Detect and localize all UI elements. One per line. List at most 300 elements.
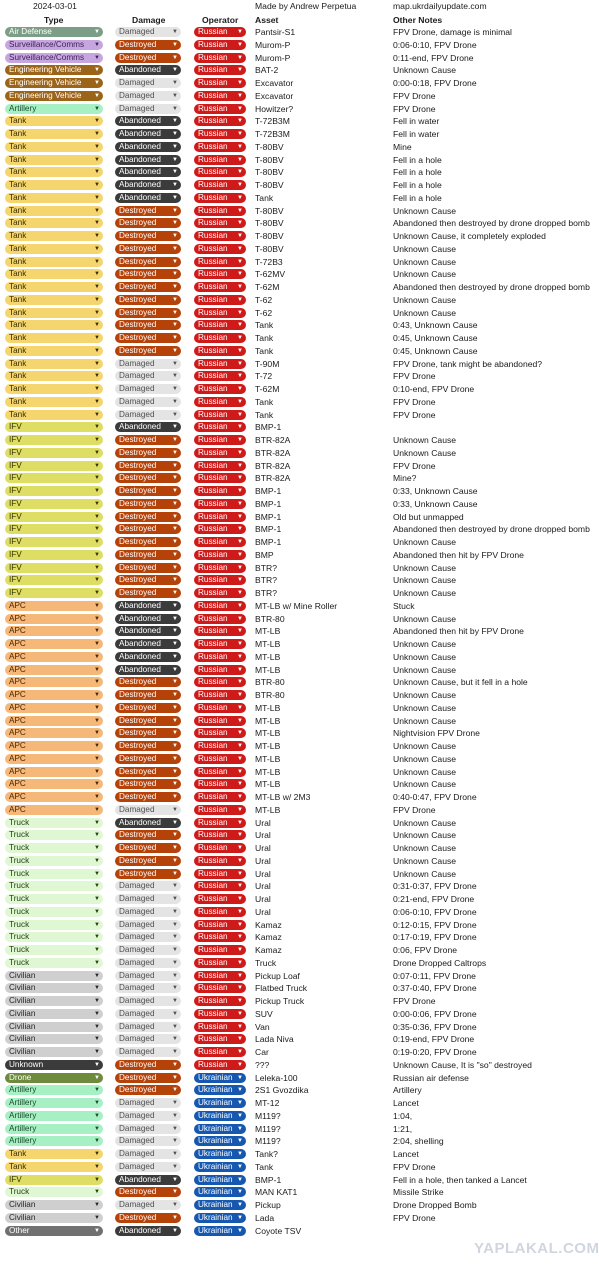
operator-dropdown[interactable] xyxy=(194,167,246,177)
operator-dropdown[interactable] xyxy=(194,91,246,101)
type-dropdown[interactable] xyxy=(5,601,103,611)
damage-dropdown[interactable] xyxy=(115,65,181,75)
damage-dropdown[interactable] xyxy=(115,308,181,318)
damage-dropdown[interactable] xyxy=(115,27,181,37)
operator-dropdown[interactable] xyxy=(194,677,246,687)
damage-dropdown[interactable] xyxy=(115,1060,181,1070)
damage-dropdown[interactable] xyxy=(115,244,181,254)
type-dropdown[interactable] xyxy=(5,40,103,50)
type-dropdown[interactable] xyxy=(5,945,103,955)
damage-dropdown[interactable] xyxy=(115,1009,181,1019)
type-dropdown[interactable] xyxy=(5,282,103,292)
operator-dropdown[interactable] xyxy=(194,129,246,139)
table-row xyxy=(0,319,584,332)
damage-dropdown[interactable] xyxy=(115,1149,181,1159)
operator-dropdown[interactable] xyxy=(194,116,246,126)
type-dropdown[interactable] xyxy=(5,626,103,636)
type-dropdown[interactable] xyxy=(5,1162,103,1172)
damage-dropdown[interactable] xyxy=(115,690,181,700)
operator-dropdown[interactable] xyxy=(194,1175,246,1185)
operator-dropdown[interactable] xyxy=(194,1111,246,1121)
type-dropdown[interactable] xyxy=(5,1022,103,1032)
damage-dropdown[interactable] xyxy=(115,792,181,802)
type-dropdown-label: IFV xyxy=(9,422,22,432)
type-dropdown[interactable] xyxy=(5,779,103,789)
operator-dropdown[interactable] xyxy=(194,104,246,114)
type-dropdown[interactable] xyxy=(5,435,103,445)
operator-dropdown[interactable] xyxy=(194,907,246,917)
type-dropdown[interactable] xyxy=(5,1034,103,1044)
type-dropdown[interactable] xyxy=(5,308,103,318)
type-dropdown[interactable] xyxy=(5,499,103,509)
type-dropdown[interactable] xyxy=(5,907,103,917)
type-dropdown[interactable] xyxy=(5,1073,103,1083)
type-dropdown[interactable] xyxy=(5,575,103,585)
type-dropdown[interactable] xyxy=(5,856,103,866)
damage-dropdown[interactable] xyxy=(115,499,181,509)
operator-dropdown[interactable] xyxy=(194,180,246,190)
operator-dropdown[interactable] xyxy=(194,1073,246,1083)
damage-dropdown[interactable] xyxy=(115,843,181,853)
operator-dropdown[interactable] xyxy=(194,1187,246,1197)
operator-dropdown[interactable] xyxy=(194,996,246,1006)
type-dropdown[interactable] xyxy=(5,1085,103,1095)
type-dropdown[interactable] xyxy=(5,461,103,471)
type-dropdown[interactable] xyxy=(5,958,103,968)
damage-dropdown[interactable] xyxy=(115,180,181,190)
type-dropdown[interactable] xyxy=(5,104,103,114)
operator-dropdown[interactable] xyxy=(194,320,246,330)
operator-dropdown[interactable] xyxy=(194,626,246,636)
damage-dropdown[interactable] xyxy=(115,575,181,585)
operator-dropdown[interactable] xyxy=(194,1124,246,1134)
operator-dropdown[interactable] xyxy=(194,767,246,777)
damage-dropdown[interactable] xyxy=(115,1073,181,1083)
type-dropdown[interactable] xyxy=(5,167,103,177)
damage-dropdown[interactable] xyxy=(115,1085,181,1095)
type-dropdown[interactable] xyxy=(5,971,103,981)
damage-dropdown[interactable] xyxy=(115,614,181,624)
type-dropdown[interactable] xyxy=(5,1124,103,1134)
operator-dropdown[interactable] xyxy=(194,601,246,611)
operator-dropdown[interactable] xyxy=(194,1136,246,1146)
operator-dropdown[interactable] xyxy=(194,410,246,420)
operator-dropdown[interactable] xyxy=(194,1200,246,1210)
type-dropdown[interactable] xyxy=(5,422,103,432)
type-dropdown[interactable] xyxy=(5,588,103,598)
type-dropdown[interactable] xyxy=(5,155,103,165)
damage-dropdown[interactable] xyxy=(115,983,181,993)
type-dropdown-label: Tank xyxy=(9,371,27,381)
type-dropdown[interactable] xyxy=(5,996,103,1006)
operator-dropdown[interactable] xyxy=(194,1060,246,1070)
operator-dropdown[interactable] xyxy=(194,588,246,598)
type-dropdown[interactable] xyxy=(5,295,103,305)
type-dropdown[interactable] xyxy=(5,677,103,687)
asset-cell: MT-LB xyxy=(255,664,281,675)
damage-dropdown[interactable] xyxy=(115,78,181,88)
operator-dropdown[interactable] xyxy=(194,958,246,968)
type-dropdown[interactable] xyxy=(5,754,103,764)
operator-dropdown[interactable] xyxy=(194,269,246,279)
operator-dropdown[interactable] xyxy=(194,639,246,649)
type-dropdown[interactable] xyxy=(5,894,103,904)
operator-dropdown[interactable] xyxy=(194,448,246,458)
damage-dropdown[interactable] xyxy=(115,830,181,840)
type-dropdown[interactable] xyxy=(5,486,103,496)
damage-dropdown[interactable] xyxy=(115,486,181,496)
type-dropdown[interactable] xyxy=(5,269,103,279)
damage-dropdown[interactable] xyxy=(115,320,181,330)
damage-dropdown[interactable] xyxy=(115,728,181,738)
operator-dropdown[interactable] xyxy=(194,257,246,267)
type-dropdown[interactable] xyxy=(5,142,103,152)
damage-dropdown[interactable] xyxy=(115,856,181,866)
damage-dropdown[interactable] xyxy=(115,741,181,751)
type-dropdown[interactable] xyxy=(5,1047,103,1057)
operator-dropdown[interactable] xyxy=(194,524,246,534)
operator-dropdown[interactable] xyxy=(194,1162,246,1172)
operator-dropdown[interactable] xyxy=(194,499,246,509)
operator-dropdown[interactable] xyxy=(194,894,246,904)
damage-dropdown[interactable] xyxy=(115,920,181,930)
damage-dropdown[interactable] xyxy=(115,155,181,165)
operator-dropdown[interactable] xyxy=(194,282,246,292)
type-dropdown[interactable] xyxy=(5,116,103,126)
type-dropdown[interactable] xyxy=(5,257,103,267)
damage-dropdown[interactable] xyxy=(115,588,181,598)
operator-dropdown[interactable] xyxy=(194,741,246,751)
type-dropdown[interactable] xyxy=(5,614,103,624)
type-dropdown[interactable] xyxy=(5,218,103,228)
damage-dropdown[interactable] xyxy=(115,333,181,343)
notes-cell: 2:04, shelling xyxy=(393,1136,444,1147)
type-dropdown[interactable] xyxy=(5,881,103,891)
damage-dropdown[interactable] xyxy=(115,677,181,687)
operator-dropdown[interactable] xyxy=(194,244,246,254)
operator-dropdown[interactable] xyxy=(194,1022,246,1032)
damage-dropdown[interactable] xyxy=(115,91,181,101)
damage-dropdown[interactable] xyxy=(115,410,181,420)
operator-dropdown[interactable] xyxy=(194,206,246,216)
damage-dropdown[interactable] xyxy=(115,703,181,713)
damage-dropdown[interactable] xyxy=(115,1034,181,1044)
table-row xyxy=(0,128,584,141)
damage-dropdown[interactable] xyxy=(115,295,181,305)
damage-dropdown[interactable] xyxy=(115,652,181,662)
type-dropdown[interactable] xyxy=(5,78,103,88)
damage-dropdown[interactable] xyxy=(115,881,181,891)
operator-dropdown[interactable] xyxy=(194,40,246,50)
operator-dropdown[interactable] xyxy=(194,728,246,738)
operator-dropdown[interactable] xyxy=(194,384,246,394)
operator-dropdown[interactable] xyxy=(194,881,246,891)
operator-dropdown[interactable] xyxy=(194,614,246,624)
operator-dropdown[interactable] xyxy=(194,193,246,203)
operator-dropdown[interactable] xyxy=(194,869,246,879)
type-dropdown[interactable] xyxy=(5,932,103,942)
operator-dropdown[interactable] xyxy=(194,461,246,471)
type-dropdown[interactable] xyxy=(5,27,103,37)
type-dropdown[interactable] xyxy=(5,1098,103,1108)
damage-dropdown[interactable] xyxy=(115,563,181,573)
type-dropdown[interactable] xyxy=(5,1175,103,1185)
type-dropdown[interactable] xyxy=(5,563,103,573)
damage-dropdown[interactable] xyxy=(115,1187,181,1197)
damage-dropdown[interactable] xyxy=(115,550,181,560)
operator-dropdown[interactable] xyxy=(194,983,246,993)
operator-dropdown-label: Russian xyxy=(198,52,228,62)
operator-dropdown[interactable] xyxy=(194,422,246,432)
damage-dropdown[interactable] xyxy=(115,958,181,968)
type-dropdown[interactable] xyxy=(5,1213,103,1223)
operator-dropdown[interactable] xyxy=(194,397,246,407)
type-dropdown[interactable] xyxy=(5,180,103,190)
operator-dropdown[interactable] xyxy=(194,1034,246,1044)
type-dropdown[interactable] xyxy=(5,524,103,534)
damage-dropdown[interactable] xyxy=(115,129,181,139)
type-dropdown[interactable] xyxy=(5,665,103,675)
type-dropdown[interactable] xyxy=(5,1060,103,1070)
type-dropdown[interactable] xyxy=(5,65,103,75)
operator-dropdown[interactable] xyxy=(194,308,246,318)
operator-dropdown[interactable] xyxy=(194,779,246,789)
dropdown-arrow-icon: ▼ xyxy=(237,781,243,788)
operator-dropdown[interactable] xyxy=(194,371,246,381)
operator-dropdown[interactable] xyxy=(194,78,246,88)
damage-dropdown[interactable] xyxy=(115,996,181,1006)
type-dropdown[interactable] xyxy=(5,1187,103,1197)
damage-dropdown[interactable] xyxy=(115,805,181,815)
damage-dropdown[interactable] xyxy=(115,932,181,942)
type-dropdown[interactable] xyxy=(5,53,103,63)
dropdown-arrow-icon: ▼ xyxy=(94,998,100,1004)
operator-dropdown[interactable] xyxy=(194,1047,246,1057)
type-dropdown[interactable] xyxy=(5,983,103,993)
damage-dropdown[interactable] xyxy=(115,346,181,356)
damage-dropdown[interactable] xyxy=(115,397,181,407)
damage-dropdown[interactable] xyxy=(115,945,181,955)
operator-dropdown[interactable] xyxy=(194,435,246,445)
operator-dropdown[interactable] xyxy=(194,856,246,866)
operator-dropdown[interactable] xyxy=(194,359,246,369)
type-dropdown[interactable] xyxy=(5,244,103,254)
type-dropdown-label: IFV xyxy=(9,537,22,546)
type-dropdown[interactable] xyxy=(5,193,103,203)
operator-dropdown[interactable] xyxy=(194,703,246,713)
damage-dropdown[interactable] xyxy=(115,371,181,381)
damage-dropdown[interactable] xyxy=(115,665,181,675)
type-dropdown[interactable] xyxy=(5,920,103,930)
type-dropdown[interactable] xyxy=(5,830,103,840)
damage-dropdown[interactable] xyxy=(115,104,181,114)
damage-dropdown[interactable] xyxy=(115,461,181,471)
operator-dropdown[interactable] xyxy=(194,1098,246,1108)
type-dropdown[interactable] xyxy=(5,129,103,139)
type-dropdown[interactable] xyxy=(5,550,103,560)
type-dropdown-label: APC xyxy=(9,690,26,699)
damage-dropdown[interactable] xyxy=(115,601,181,611)
type-dropdown[interactable] xyxy=(5,91,103,101)
operator-dropdown[interactable] xyxy=(194,65,246,75)
type-dropdown[interactable] xyxy=(5,473,103,483)
operator-dropdown[interactable] xyxy=(194,537,246,547)
type-dropdown[interactable] xyxy=(5,346,103,356)
operator-dropdown[interactable] xyxy=(194,920,246,930)
type-dropdown[interactable] xyxy=(5,537,103,547)
damage-dropdown[interactable] xyxy=(115,779,181,789)
type-dropdown[interactable] xyxy=(5,448,103,458)
damage-dropdown[interactable] xyxy=(115,1200,181,1210)
operator-dropdown[interactable] xyxy=(194,27,246,37)
damage-dropdown[interactable] xyxy=(115,422,181,432)
type-dropdown[interactable] xyxy=(5,639,103,649)
damage-dropdown[interactable] xyxy=(115,767,181,777)
operator-dropdown[interactable] xyxy=(194,1085,246,1095)
damage-dropdown[interactable] xyxy=(115,971,181,981)
operator-dropdown[interactable] xyxy=(194,512,246,522)
operator-dropdown[interactable] xyxy=(194,1213,246,1223)
damage-dropdown[interactable] xyxy=(115,448,181,458)
damage-dropdown[interactable] xyxy=(115,1162,181,1172)
type-dropdown-label: Tank xyxy=(9,1161,27,1171)
operator-dropdown[interactable] xyxy=(194,716,246,726)
type-dropdown[interactable] xyxy=(5,728,103,738)
damage-dropdown[interactable] xyxy=(115,754,181,764)
operator-dropdown[interactable] xyxy=(194,971,246,981)
operator-dropdown[interactable] xyxy=(194,652,246,662)
operator-dropdown[interactable] xyxy=(194,1149,246,1159)
damage-dropdown[interactable] xyxy=(115,435,181,445)
damage-dropdown[interactable] xyxy=(115,40,181,50)
operator-dropdown[interactable] xyxy=(194,295,246,305)
damage-dropdown[interactable] xyxy=(115,894,181,904)
type-dropdown[interactable] xyxy=(5,320,103,330)
damage-dropdown[interactable] xyxy=(115,1226,181,1236)
damage-dropdown[interactable] xyxy=(115,384,181,394)
type-dropdown[interactable] xyxy=(5,843,103,853)
type-dropdown[interactable] xyxy=(5,1136,103,1146)
damage-dropdown[interactable] xyxy=(115,1136,181,1146)
type-dropdown-label: Tank xyxy=(9,345,27,355)
operator-dropdown[interactable] xyxy=(194,346,246,356)
operator-dropdown[interactable] xyxy=(194,486,246,496)
type-dropdown[interactable] xyxy=(5,716,103,726)
operator-dropdown[interactable] xyxy=(194,473,246,483)
damage-dropdown[interactable] xyxy=(115,359,181,369)
damage-dropdown[interactable] xyxy=(115,524,181,534)
type-dropdown[interactable] xyxy=(5,1009,103,1019)
damage-dropdown[interactable] xyxy=(115,218,181,228)
damage-dropdown[interactable] xyxy=(115,1124,181,1134)
operator-dropdown[interactable] xyxy=(194,932,246,942)
operator-dropdown[interactable] xyxy=(194,218,246,228)
type-dropdown[interactable] xyxy=(5,333,103,343)
damage-dropdown[interactable] xyxy=(115,206,181,216)
damage-dropdown[interactable] xyxy=(115,626,181,636)
damage-dropdown[interactable] xyxy=(115,512,181,522)
type-dropdown[interactable] xyxy=(5,1200,103,1210)
type-dropdown[interactable] xyxy=(5,805,103,815)
type-dropdown[interactable] xyxy=(5,703,103,713)
type-dropdown[interactable] xyxy=(5,869,103,879)
damage-dropdown[interactable] xyxy=(115,257,181,267)
operator-dropdown[interactable] xyxy=(194,1009,246,1019)
damage-dropdown[interactable] xyxy=(115,193,181,203)
damage-dropdown[interactable] xyxy=(115,53,181,63)
type-dropdown[interactable] xyxy=(5,371,103,381)
type-dropdown[interactable] xyxy=(5,206,103,216)
damage-dropdown[interactable] xyxy=(115,1022,181,1032)
damage-dropdown[interactable] xyxy=(115,818,181,828)
damage-dropdown[interactable] xyxy=(115,639,181,649)
operator-dropdown[interactable] xyxy=(194,550,246,560)
operator-dropdown[interactable] xyxy=(194,754,246,764)
operator-dropdown[interactable] xyxy=(194,945,246,955)
type-dropdown[interactable] xyxy=(5,652,103,662)
damage-dropdown[interactable] xyxy=(115,537,181,547)
type-dropdown[interactable] xyxy=(5,397,103,407)
damage-dropdown[interactable] xyxy=(115,869,181,879)
type-dropdown[interactable] xyxy=(5,792,103,802)
operator-dropdown[interactable] xyxy=(194,333,246,343)
operator-dropdown[interactable] xyxy=(194,231,246,241)
type-dropdown[interactable] xyxy=(5,690,103,700)
type-dropdown[interactable] xyxy=(5,512,103,522)
damage-dropdown[interactable] xyxy=(115,142,181,152)
operator-dropdown[interactable] xyxy=(194,575,246,585)
operator-dropdown[interactable] xyxy=(194,805,246,815)
damage-dropdown[interactable] xyxy=(115,907,181,917)
damage-dropdown[interactable] xyxy=(115,269,181,279)
operator-dropdown[interactable] xyxy=(194,142,246,152)
type-dropdown[interactable] xyxy=(5,1111,103,1121)
type-dropdown[interactable] xyxy=(5,359,103,369)
damage-dropdown[interactable] xyxy=(115,116,181,126)
operator-dropdown[interactable] xyxy=(194,818,246,828)
type-dropdown[interactable] xyxy=(5,741,103,751)
operator-dropdown[interactable] xyxy=(194,1226,246,1236)
type-dropdown[interactable] xyxy=(5,1226,103,1236)
type-dropdown[interactable] xyxy=(5,1149,103,1159)
dropdown-arrow-icon: ▼ xyxy=(172,67,178,74)
damage-dropdown[interactable] xyxy=(115,1098,181,1108)
type-dropdown[interactable] xyxy=(5,384,103,394)
operator-dropdown[interactable] xyxy=(194,53,246,63)
damage-dropdown[interactable] xyxy=(115,473,181,483)
type-dropdown[interactable] xyxy=(5,767,103,777)
operator-dropdown[interactable] xyxy=(194,830,246,840)
type-dropdown[interactable] xyxy=(5,410,103,420)
operator-dropdown[interactable] xyxy=(194,155,246,165)
type-dropdown[interactable] xyxy=(5,231,103,241)
dropdown-arrow-icon: ▼ xyxy=(172,220,178,227)
operator-dropdown[interactable] xyxy=(194,792,246,802)
damage-dropdown[interactable] xyxy=(115,1175,181,1185)
damage-dropdown[interactable] xyxy=(115,1213,181,1223)
operator-dropdown[interactable] xyxy=(194,563,246,573)
damage-dropdown[interactable] xyxy=(115,1111,181,1121)
damage-dropdown[interactable] xyxy=(115,282,181,292)
operator-dropdown[interactable] xyxy=(194,843,246,853)
damage-dropdown[interactable] xyxy=(115,167,181,177)
damage-dropdown[interactable] xyxy=(115,716,181,726)
type-dropdown[interactable] xyxy=(5,818,103,828)
operator-dropdown[interactable] xyxy=(194,690,246,700)
operator-dropdown[interactable] xyxy=(194,665,246,675)
damage-dropdown[interactable] xyxy=(115,231,181,241)
damage-dropdown[interactable] xyxy=(115,1047,181,1057)
